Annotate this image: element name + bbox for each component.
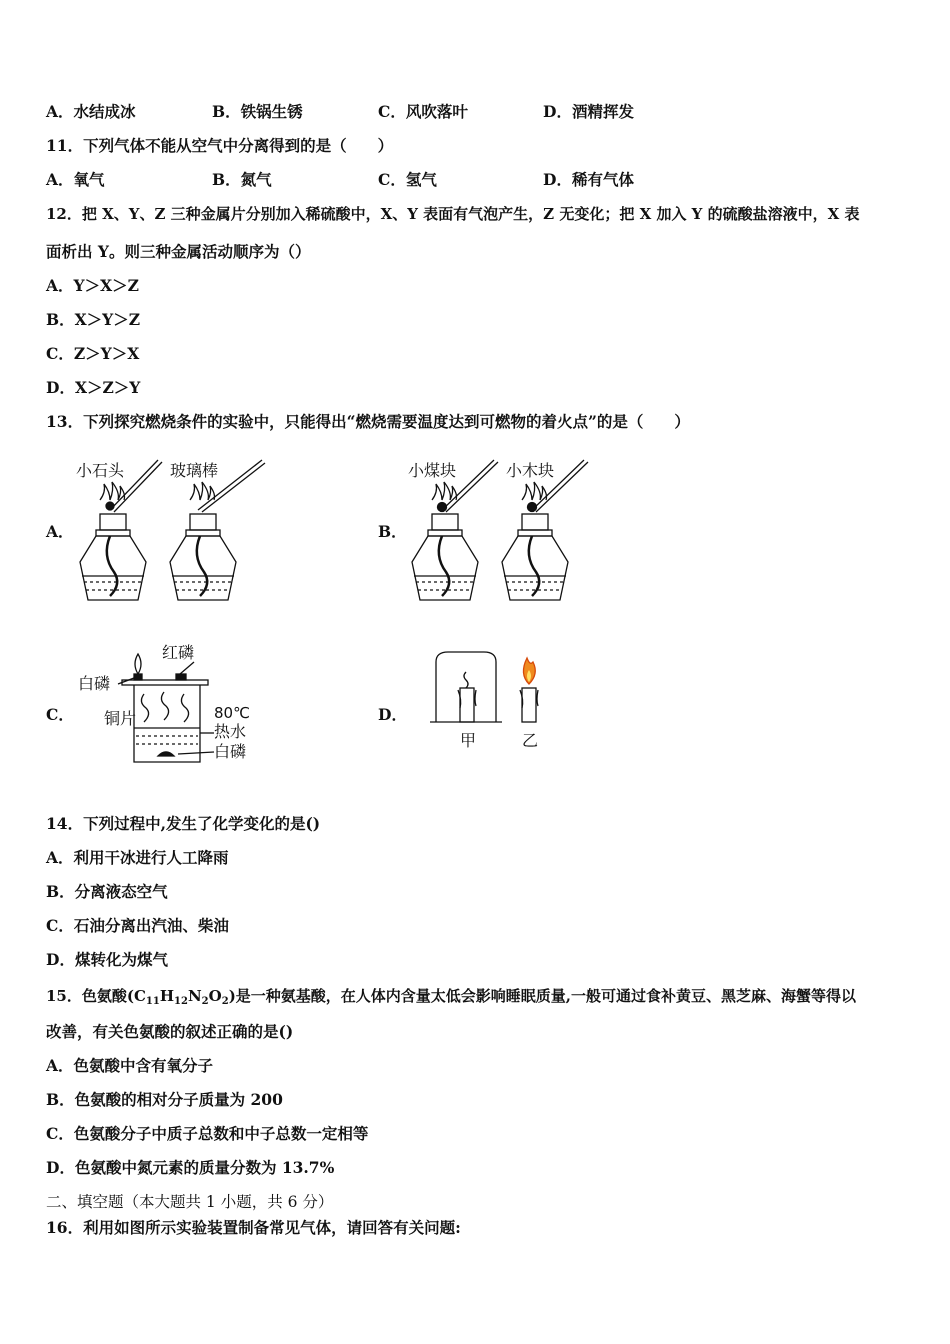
q10-option-d: D．酒精挥发 bbox=[543, 102, 634, 121]
q15-option-b: B．色氨酸的相对分子质量为 200 bbox=[46, 1090, 283, 1109]
q13-stem: 13．下列探究燃烧条件的实验中，只能得出“燃烧需要温度达到可燃物的着火点”的是（ ） bbox=[46, 412, 690, 431]
fig-a-label-right: 玻璃棒 bbox=[170, 461, 219, 480]
q13-option-a-label: A． bbox=[46, 522, 74, 541]
q13-option-c-label: C． bbox=[46, 705, 74, 724]
q12-option-c: C．Z＞Y＞X bbox=[46, 344, 140, 363]
fig-b-label-left: 小煤块 bbox=[408, 461, 457, 480]
fig-a-label-left: 小石头 bbox=[76, 461, 125, 480]
q14-option-a: A．利用干冰进行人工降雨 bbox=[46, 848, 229, 867]
q14-stem: 14．下列过程中,发生了化学变化的是() bbox=[46, 814, 321, 833]
fig-d-label-yi: 乙 bbox=[522, 731, 539, 750]
q15-option-c: C．色氨酸分子中质子总数和中子总数一定相等 bbox=[46, 1124, 369, 1143]
q14-option-c: C．石油分离出汽油、柴油 bbox=[46, 916, 229, 935]
section-2-title: 二、填空题（本大题共 1 小题，共 6 分） bbox=[46, 1193, 334, 1211]
figure-a-alcohol-lamps bbox=[72, 452, 282, 616]
q12-option-d: D．X＞Z＞Y bbox=[46, 378, 141, 397]
figure-c-phosphorus-beaker bbox=[74, 636, 264, 772]
fig-c-label-red-phosphorus: 红磷 bbox=[162, 643, 195, 662]
q15-stem-line1: 15．色氨酸$(C_{11}H_{12}N_2O_2)$是一种氨基酸，在人体内含量太低会影响睡眠质量,一般可通过食补黄豆、黑芝麻、海蟹等得以 bbox=[46, 987, 857, 1007]
q11-stem: 11．下列气体不能从空气中分离得到的是（ ） bbox=[46, 136, 394, 155]
q12-stem-line1: 12．把 X、Y、Z 三种金属片分别加入稀硫酸中，X、Y 表面有气泡产生，Z 无变化；把 X 加入 Y 的硫酸盐溶液中，X 表 bbox=[46, 205, 860, 223]
q11-option-a: A．氧气 bbox=[46, 170, 105, 189]
q11-option-b: B．氮气 bbox=[212, 170, 272, 189]
q12-stem-line2: 面析出 Y。则三种金属活动顺序为（） bbox=[46, 242, 311, 261]
q15-stem-line2: 改善，有关色氨酸的叙述正确的是() bbox=[46, 1022, 294, 1041]
fig-c-label-hot-water: 热水 bbox=[214, 722, 247, 741]
q16-stem: 16．利用如图所示实验装置制备常见气体，请回答有关问题: bbox=[46, 1218, 461, 1237]
q13-option-b-label: B． bbox=[378, 522, 407, 541]
q10-option-a: A．水结成冰 bbox=[46, 102, 136, 121]
fig-c-label-white-phosphorus-top: 白磷 bbox=[78, 674, 111, 693]
q11-option-c: C．氢气 bbox=[378, 170, 437, 189]
fig-b-label-right: 小木块 bbox=[506, 461, 555, 480]
q11-option-d: D．稀有气体 bbox=[543, 170, 634, 189]
q13-option-d-label: D． bbox=[378, 705, 407, 724]
fig-c-label-copper: 铜片 bbox=[104, 709, 137, 728]
figure-d-candles bbox=[428, 648, 568, 764]
q14-option-d: D．煤转化为煤气 bbox=[46, 950, 168, 969]
fig-d-label-jia: 甲 bbox=[460, 731, 477, 750]
fig-c-label-white-phosphorus-bottom: 白磷 bbox=[214, 742, 247, 761]
q12-option-b: B．X＞Y＞Z bbox=[46, 310, 141, 329]
fig-c-label-temp: 80℃ bbox=[214, 704, 250, 722]
q10-option-c: C．风吹落叶 bbox=[378, 102, 468, 121]
q15-option-a: A．色氨酸中含有氧分子 bbox=[46, 1056, 214, 1075]
q10-option-b: B．铁锅生锈 bbox=[212, 102, 303, 121]
q12-option-a: A．Y＞X＞Z bbox=[46, 276, 139, 295]
figure-b-alcohol-lamps bbox=[404, 452, 614, 616]
q14-option-b: B．分离液态空气 bbox=[46, 882, 168, 901]
q15-option-d: D．色氨酸中氮元素的质量分数为 13.7% bbox=[46, 1158, 335, 1177]
